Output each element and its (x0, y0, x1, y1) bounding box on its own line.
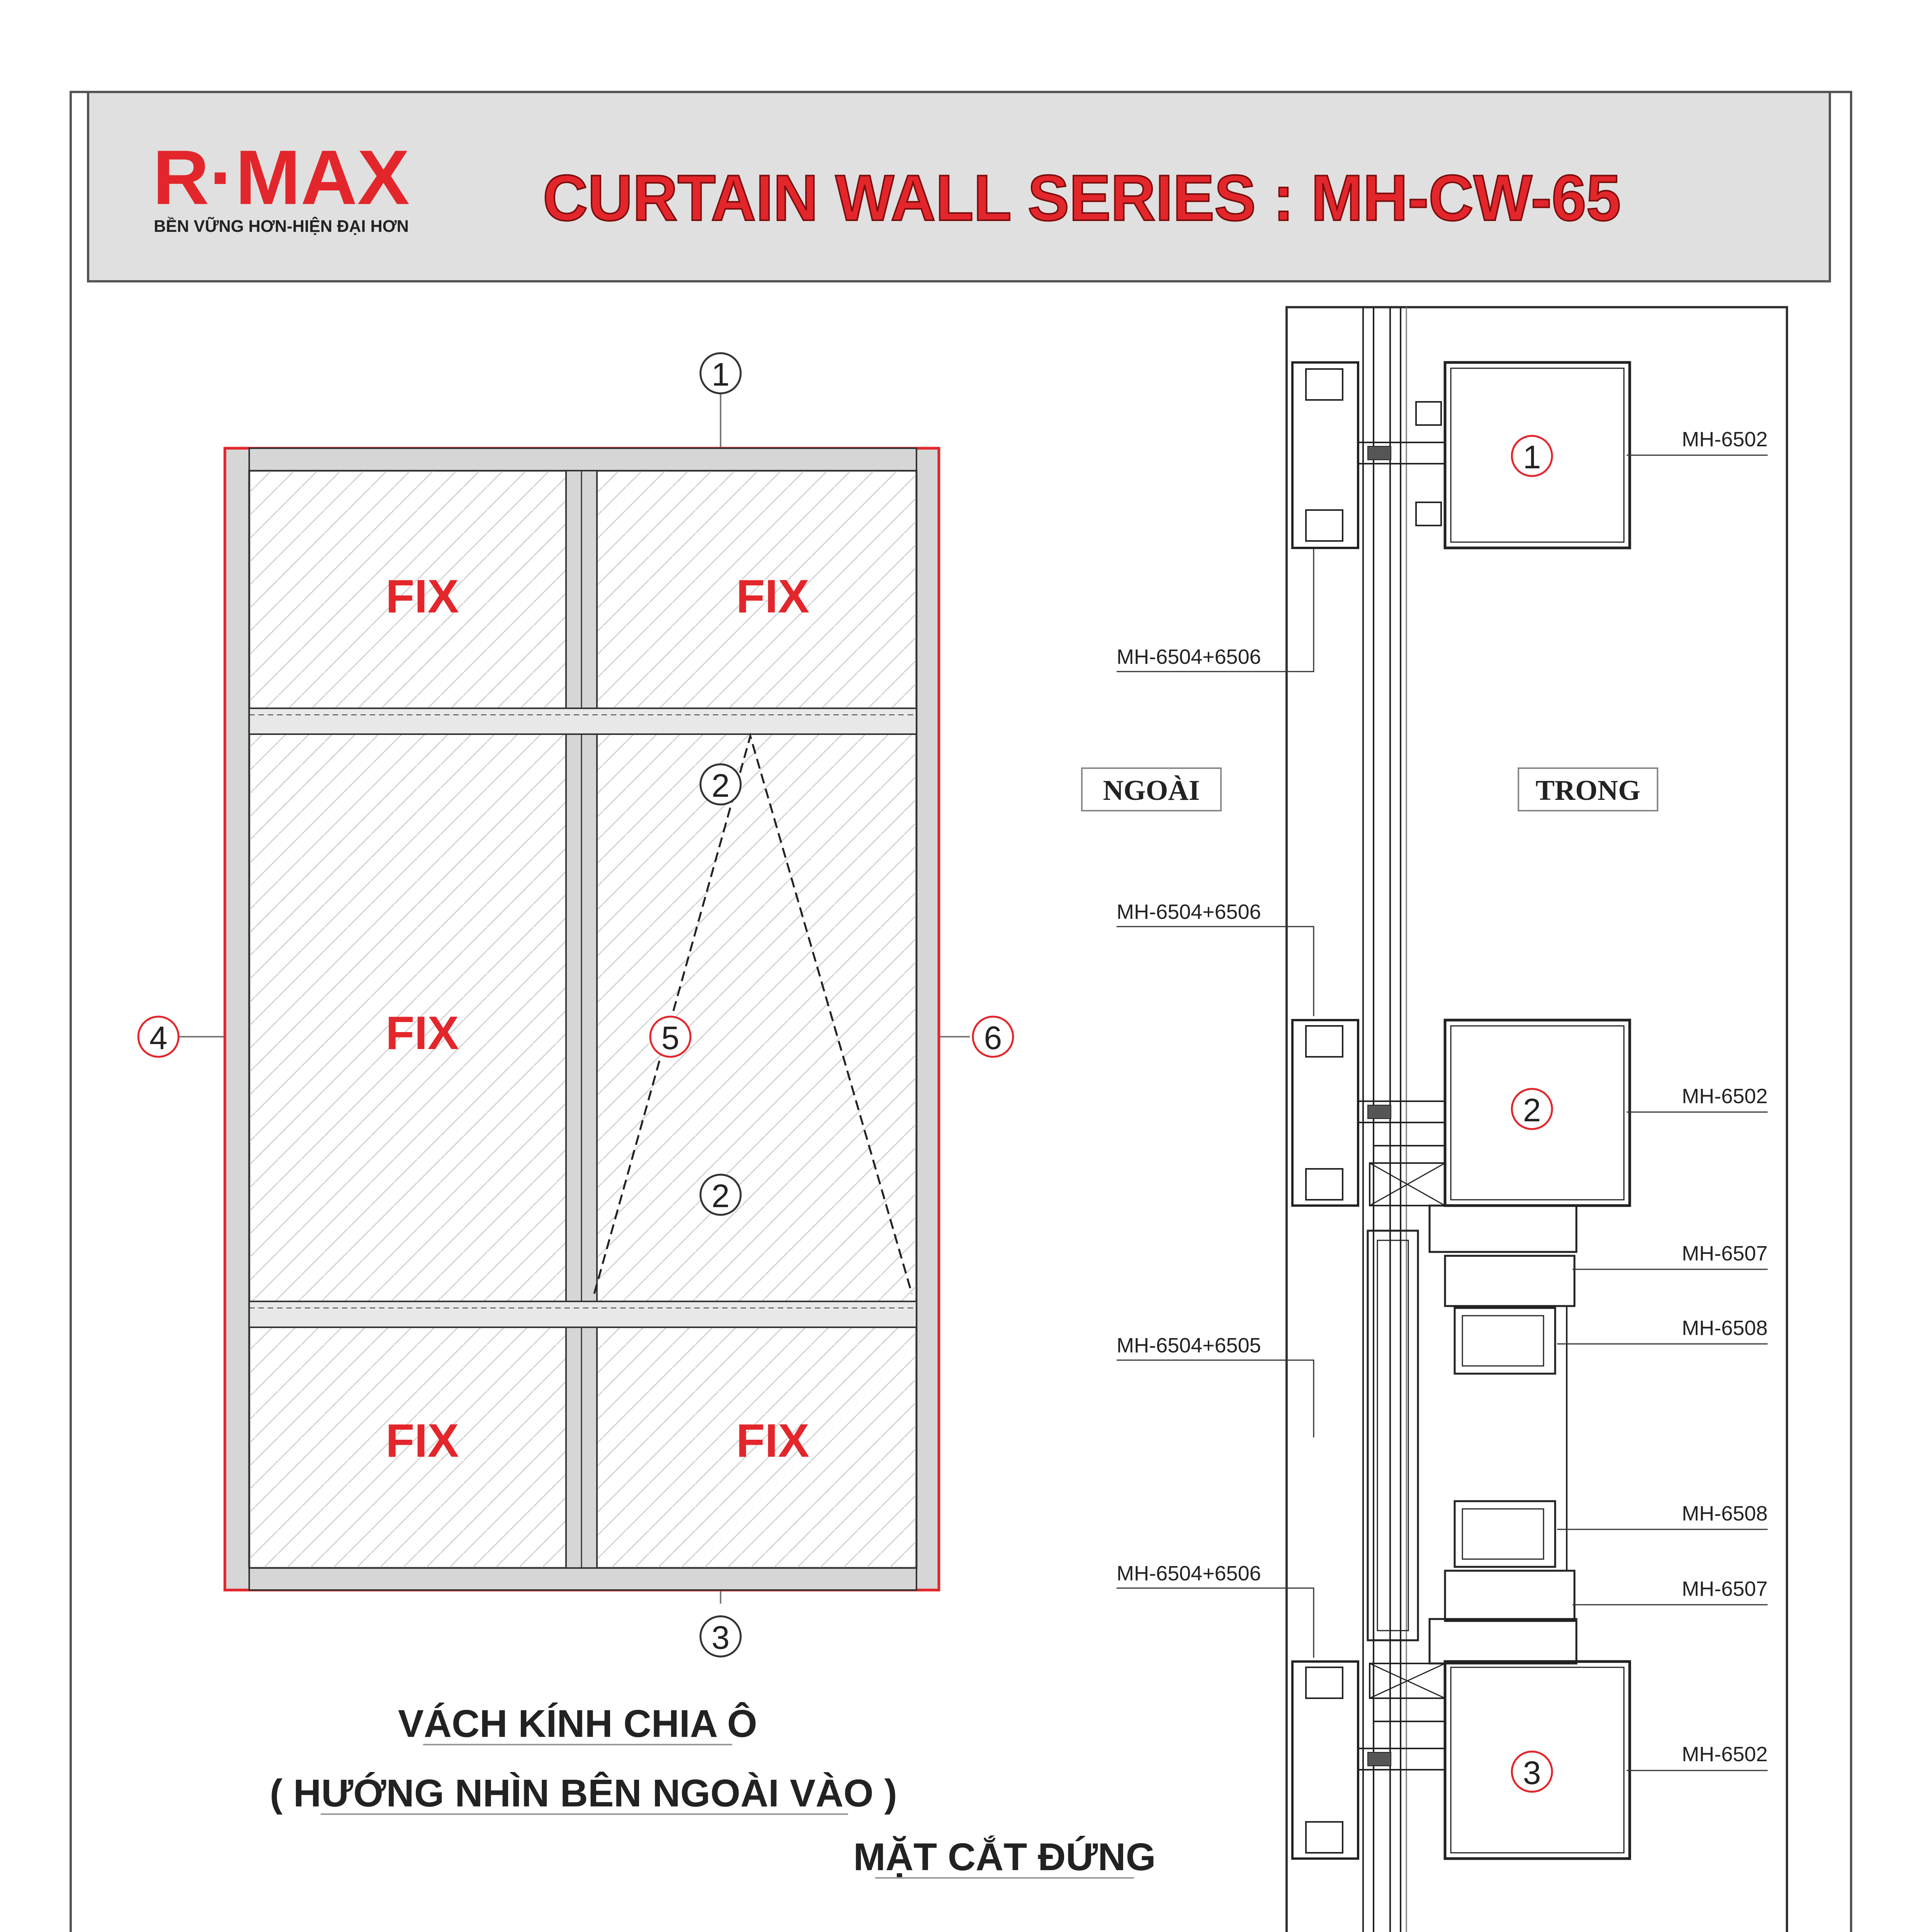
elevation-caption-title: VÁCH KÍNH CHIA Ô (398, 1702, 757, 1745)
callout-mh-6507: MH-6507 (1681, 1577, 1768, 1600)
svg-text:NGOÀI: NGOÀI (1103, 775, 1200, 806)
svg-text:1: 1 (1523, 439, 1541, 475)
callout-mh-6504-6506: MH-6504+6506 (1117, 1562, 1261, 1585)
lower-transom (249, 1301, 916, 1327)
elevation-caption-subtitle: ( HƯỚNG NHÌN BÊN NGOÀI VÀO ) (270, 1772, 897, 1815)
vertical-section-drawing (1117, 307, 1787, 1932)
callout-mh-6502: MH-6502 (1681, 428, 1768, 451)
callout-mh-6508: MH-6508 (1681, 1502, 1768, 1525)
vent-sash-section (1368, 1206, 1576, 1663)
header (88, 92, 1830, 281)
callout-mh-6508: MH-6508 (1681, 1316, 1768, 1340)
callout-mh-6502: MH-6502 (1681, 1743, 1768, 1766)
callout-mh-6507: MH-6507 (1681, 1242, 1768, 1265)
svg-text:2: 2 (711, 1178, 730, 1214)
svg-text:6: 6 (984, 1020, 1002, 1056)
section-marker-5 (650, 1017, 690, 1057)
panel-label-fix: FIX (736, 1414, 809, 1467)
svg-text:2: 2 (1523, 1092, 1541, 1128)
section-marker-1 (700, 353, 741, 393)
svg-text:2: 2 (711, 767, 730, 804)
panel-label-fix: FIX (386, 1414, 459, 1467)
frame-head (249, 448, 916, 471)
sheet-title: CURTAIN WALL SERIES : MH-CW-65 (543, 162, 1621, 234)
svg-text:1: 1 (711, 356, 730, 393)
brand-tagline: BỀN VỮNG HƠN-HIỆN ĐẠI HƠN (154, 217, 413, 236)
panel-label-fix: FIX (386, 570, 459, 622)
section-marker-2-upper (700, 764, 741, 804)
elevation-drawing (138, 353, 1013, 1815)
vertical-marker-1 (1512, 436, 1552, 476)
panel-label-fix: FIX (736, 570, 809, 622)
frame-sill (249, 1568, 916, 1590)
section-marker-2-lower (700, 1175, 741, 1215)
upper-transom (249, 708, 916, 734)
vertical-section-caption: MẶT CẮT ĐỨNG (853, 1835, 1156, 1879)
panel-label-fix: FIX (386, 1007, 459, 1059)
vertical-marker-2 (1512, 1089, 1552, 1129)
glass-panel-middle-right (597, 734, 916, 1301)
svg-text:3: 3 (1523, 1755, 1541, 1791)
svg-text:TRONG: TRONG (1535, 775, 1641, 806)
section-marker-3 (700, 1616, 741, 1656)
svg-text:3: 3 (711, 1619, 730, 1656)
mullion-box-1 (1292, 362, 1630, 548)
callout-mh-6504-6506: MH-6504+6506 (1117, 645, 1261, 668)
section-marker-4 (138, 1017, 179, 1057)
brand-logo: R·MAX (153, 134, 410, 221)
callout-mh-6504-6506: MH-6504+6506 (1117, 900, 1261, 923)
callout-mh-6504-6505: MH-6504+6505 (1117, 1334, 1261, 1357)
section-marker-6 (973, 1017, 1013, 1057)
svg-text:5: 5 (661, 1020, 680, 1056)
vertical-marker-3 (1512, 1752, 1552, 1792)
callout-mh-6502: MH-6502 (1681, 1085, 1768, 1108)
mullion-box-2 (1292, 1020, 1630, 1206)
svg-text:4: 4 (149, 1020, 168, 1056)
mullion-box-3 (1292, 1662, 1630, 1859)
